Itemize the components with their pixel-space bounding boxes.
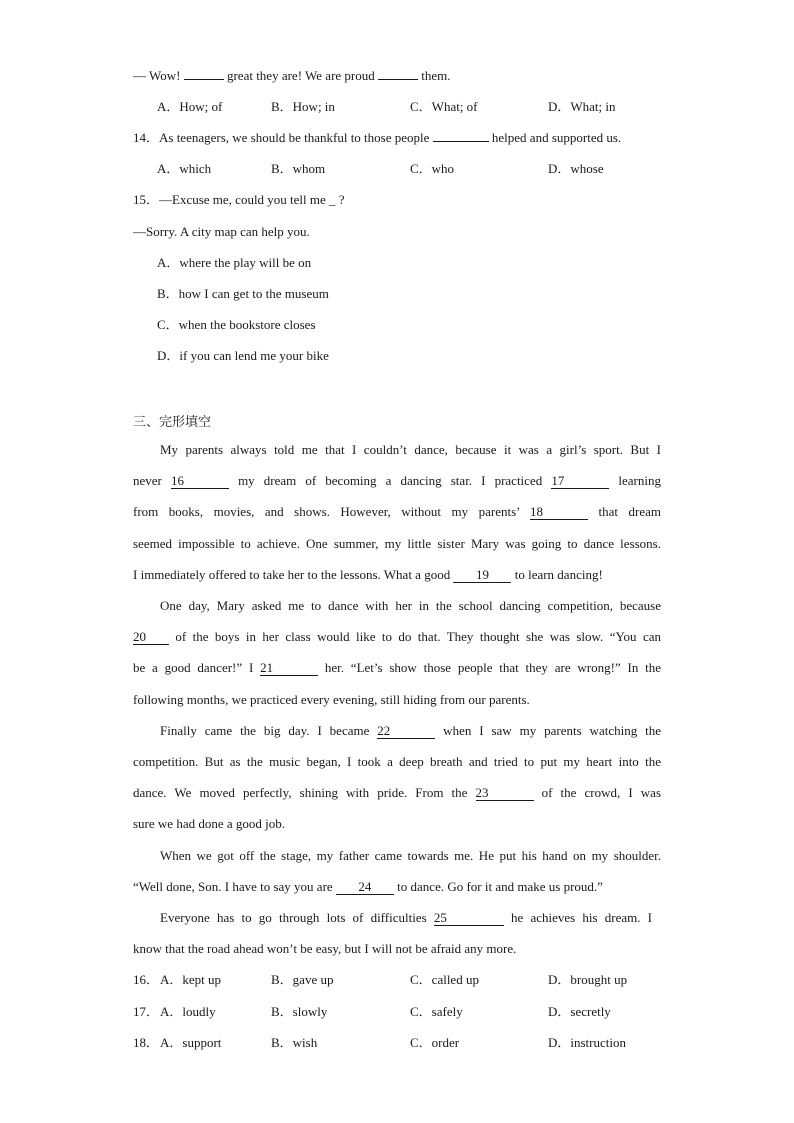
- q18-option-a[interactable]: A．support: [160, 1035, 222, 1050]
- q13-option-d[interactable]: D．What; in: [548, 99, 616, 114]
- q15-option-b[interactable]: B．how I can get to the museum: [157, 286, 329, 301]
- q14-option-c[interactable]: C．who: [410, 161, 455, 176]
- passage-p1-line-4: seemed impossible to achieve. One summer, my little sister Mary was going to dance lessons.: [133, 536, 661, 551]
- q17-option-c[interactable]: C．safely: [410, 1004, 463, 1019]
- q16-option-c[interactable]: C．called up: [410, 972, 479, 987]
- q18-option-d[interactable]: D．instruction: [548, 1035, 626, 1050]
- q16-option-a[interactable]: A．kept up: [160, 972, 222, 987]
- q15-option-d[interactable]: D．if you can lend me your bike: [157, 348, 329, 363]
- q13-option-a[interactable]: A．How; of: [157, 99, 223, 114]
- blank-19[interactable]: 19: [453, 568, 511, 583]
- passage-p3-line-3: dance. We moved perfectly, shining with pride. From the 23 of the crowd, I was: [133, 785, 661, 800]
- q15-dialogue: —Sorry. A city map can help you.: [133, 224, 310, 239]
- passage-p2-line-3: be a good dancer!” I 21 her. “Let’s show those people that they are wrong!” In the: [133, 660, 661, 675]
- q17-option-a[interactable]: A．loudly: [160, 1004, 216, 1019]
- q18-option-b[interactable]: B．wish: [271, 1035, 318, 1050]
- q13-option-c[interactable]: C．What; of: [410, 99, 478, 114]
- blank-22[interactable]: 22: [377, 724, 435, 739]
- q16-option-b[interactable]: B．gave up: [271, 972, 334, 987]
- passage-p5-line-2: know that the road ahead won’t be easy, but I will not be afraid any more.: [133, 941, 517, 956]
- q15-option-a[interactable]: A．where the play will be on: [157, 255, 312, 270]
- q17-option-b[interactable]: B．slowly: [271, 1004, 328, 1019]
- q14-option-a[interactable]: A．which: [157, 161, 212, 176]
- passage-p1-line-3: from books, movies, and shows. However, without my parents’ 18 that dream: [133, 504, 661, 519]
- blank-18[interactable]: 18: [530, 505, 588, 520]
- q18-number: 18．: [133, 1035, 160, 1050]
- passage-p4-line-2: “Well done, Son. I have to say you are 24 to dance. Go for it and make us proud.”: [133, 879, 603, 894]
- q14-blank: [433, 141, 489, 142]
- q14-stem: 14．As teenagers, we should be thankful to those people helped and supported us.: [133, 130, 622, 145]
- q13-stem: — Wow! great they are! We are proud them.: [133, 68, 451, 83]
- passage-p2-line-4: following months, we practiced every evening, still hiding from our parents.: [133, 692, 530, 707]
- q17-number: 17．: [133, 1004, 160, 1019]
- passage-p4-line-1: When we got off the stage, my father came towards me. He put his hand on my shoulder.: [160, 848, 661, 863]
- blank-23[interactable]: 23: [476, 786, 534, 801]
- passage-p3-line-2: competition. But as the music began, I took a deep breath and tried to put my heart into the: [133, 754, 661, 769]
- passage-p1-line-5: I immediately offered to take her to the lessons. What a good 19 to learn dancing!: [133, 567, 603, 582]
- q15-option-c[interactable]: C．when the bookstore closes: [157, 317, 316, 332]
- q14-option-d[interactable]: D．whose: [548, 161, 604, 176]
- q13-blank-1: [184, 79, 224, 80]
- q13-blank-2: [378, 79, 418, 80]
- blank-24[interactable]: 24: [336, 880, 394, 895]
- passage-p3-line-1: Finally came the big day. I became 22 when I saw my parents watching the: [160, 723, 661, 738]
- q16-option-d[interactable]: D．brought up: [548, 972, 628, 987]
- blank-25[interactable]: 25: [434, 911, 504, 926]
- blank-16[interactable]: 16: [171, 474, 229, 489]
- q16-number: 16．: [133, 972, 160, 987]
- passage-p3-line-4: sure we had done a good job.: [133, 816, 285, 831]
- blank-21[interactable]: 21: [260, 661, 318, 676]
- q13-option-b[interactable]: B．How; in: [271, 99, 335, 114]
- passage-p1-line-2: never 16 my dream of becoming a dancing star. I practiced 17 learning: [133, 473, 662, 488]
- blank-20[interactable]: 20: [133, 630, 169, 645]
- q15-stem: 15．—Excuse me, could you tell me _ ?: [133, 192, 345, 207]
- section-title: 三、完形填空: [133, 415, 212, 430]
- q14-option-b[interactable]: B．whom: [271, 161, 326, 176]
- blank-17[interactable]: 17: [551, 474, 609, 489]
- passage-p5-line-1: Everyone has to go through lots of difficulties 25 he achieves his dream. I: [160, 910, 652, 925]
- passage-p2-line-2: 20 of the boys in her class would like to do that. They thought she was slow. “You can: [133, 629, 661, 644]
- q18-option-c[interactable]: C．order: [410, 1035, 460, 1050]
- passage-p2-line-1: One day, Mary asked me to dance with her in the school dancing competition, because: [160, 598, 661, 613]
- q17-option-d[interactable]: D．secretly: [548, 1004, 611, 1019]
- passage-p1-line-1: My parents always told me that I couldn’t dance, because it was a girl’s sport. But I: [160, 442, 661, 457]
